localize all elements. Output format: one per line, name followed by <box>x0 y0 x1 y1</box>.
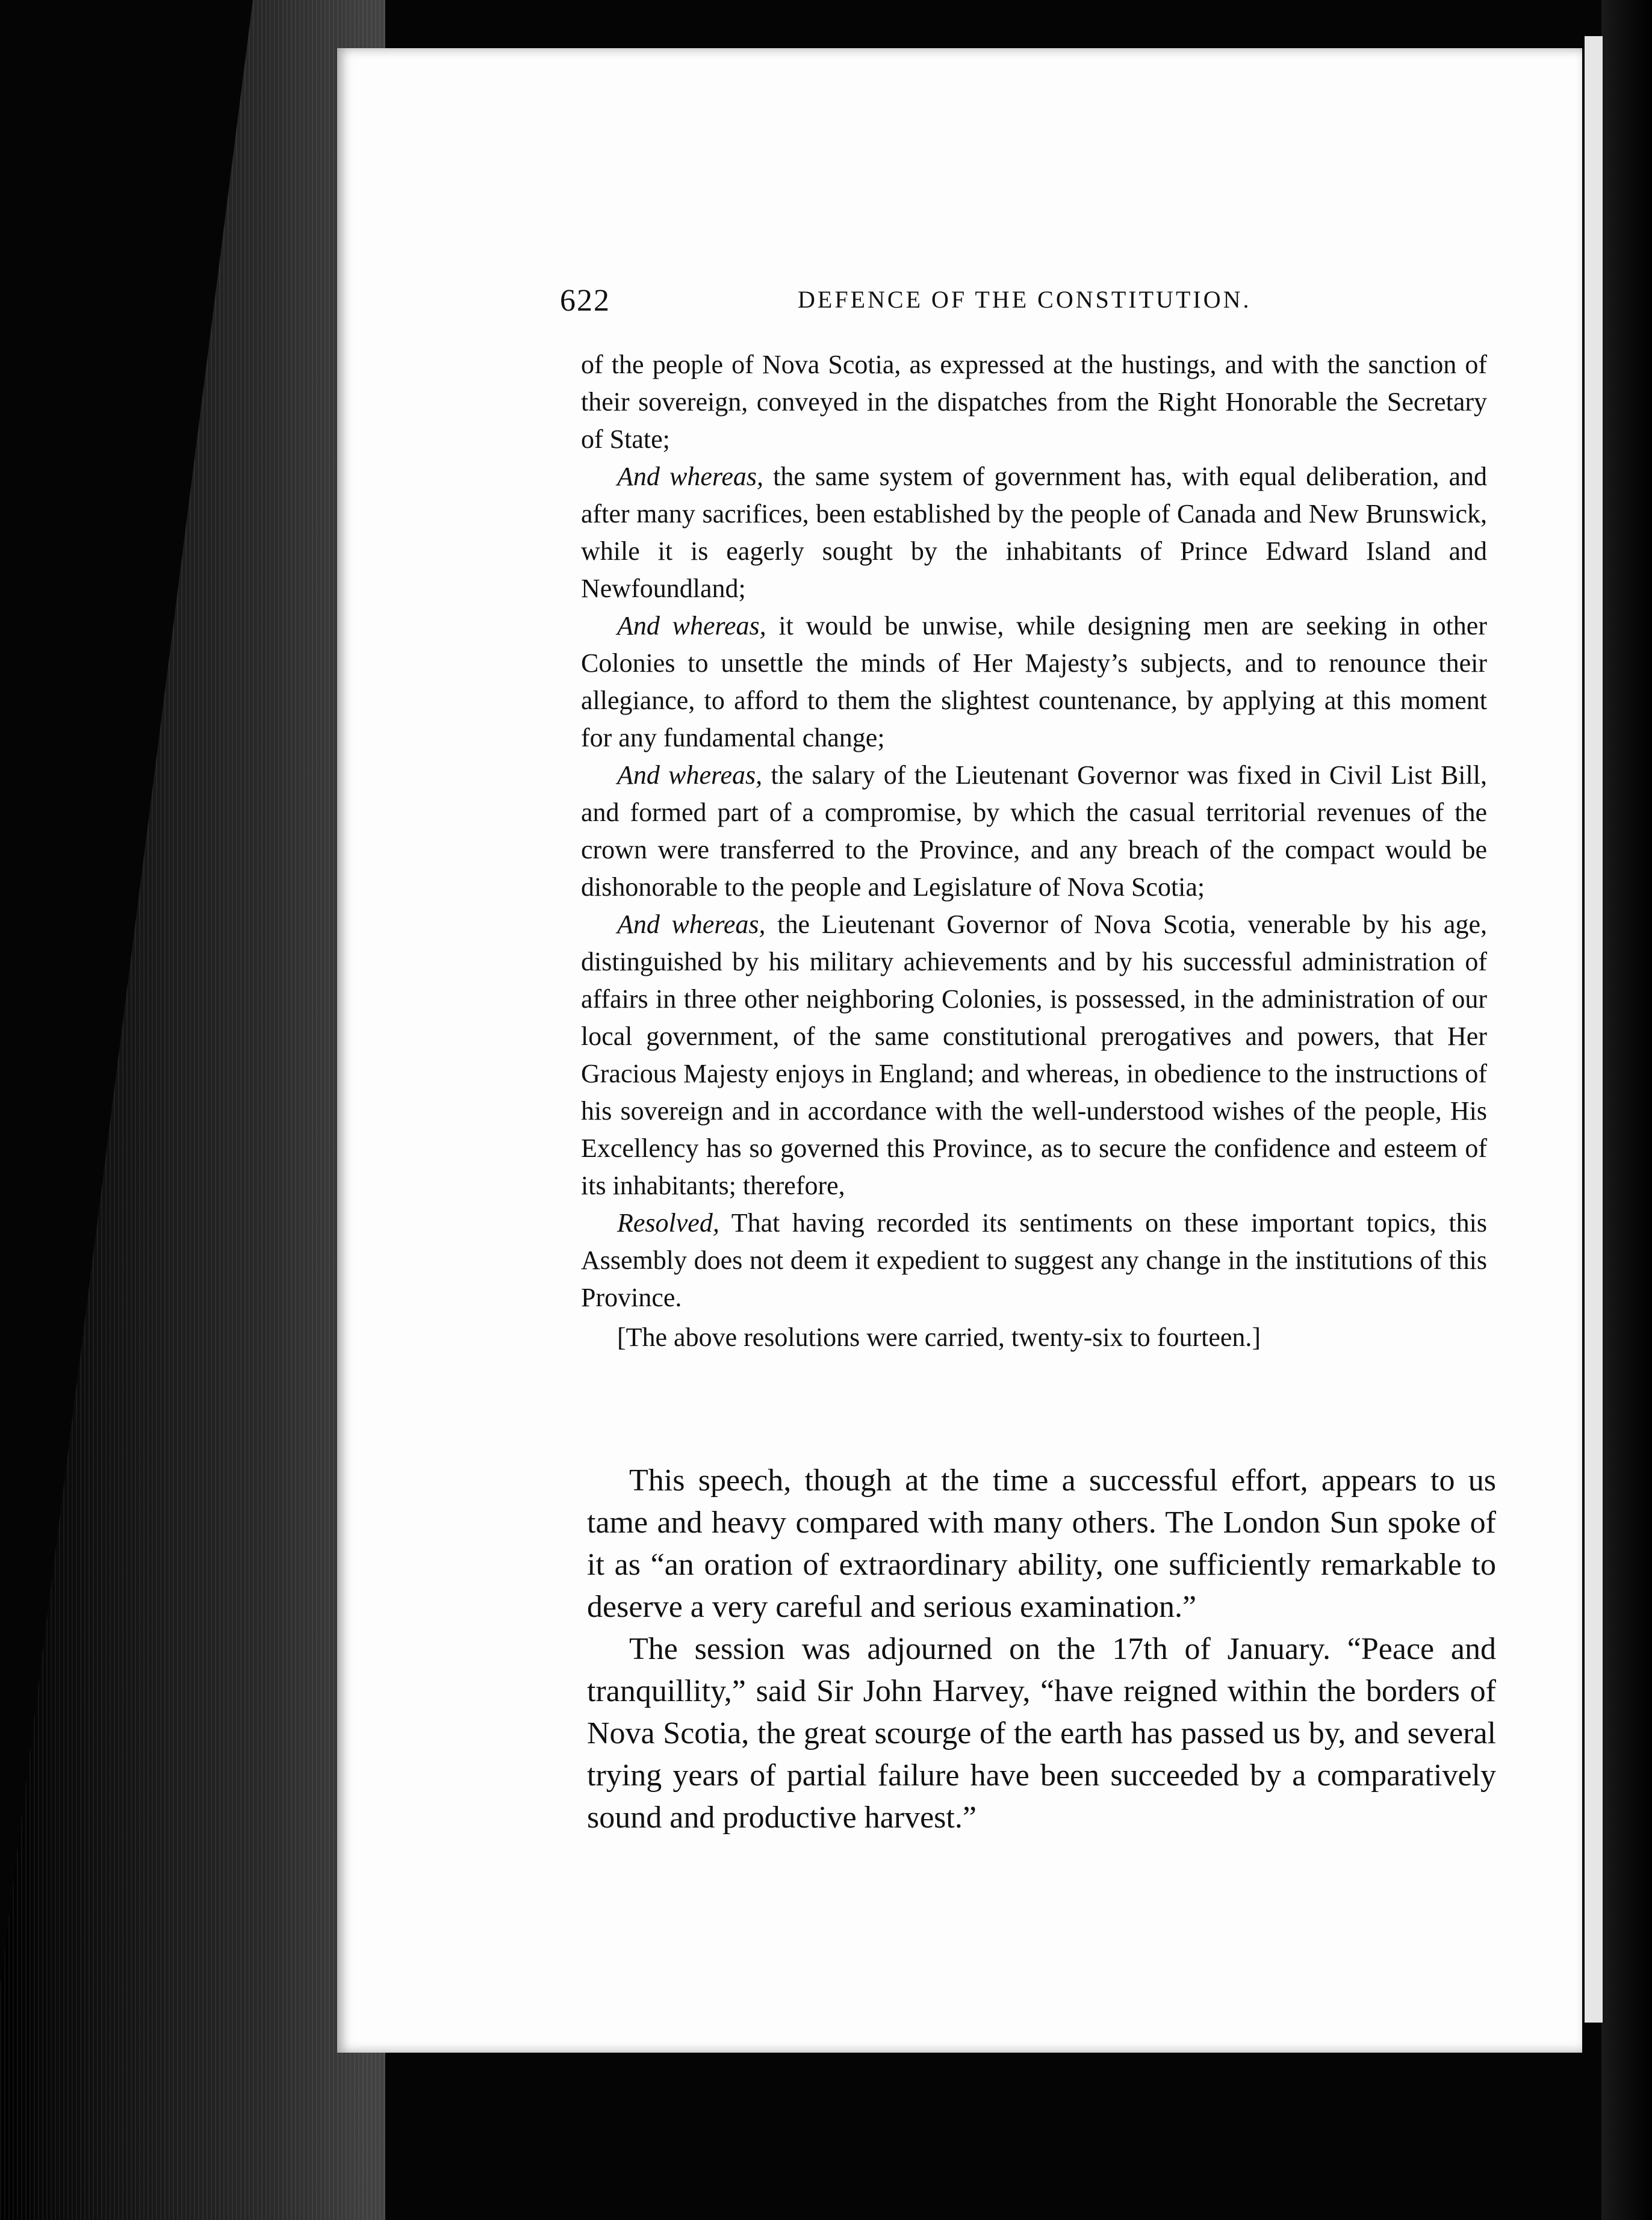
resolution-lead: And whereas, <box>617 910 766 939</box>
book-right-shadow <box>1601 0 1652 2220</box>
resolution-text: the Lieutenant Governor of Nova Scotia, venerable by his age, distinguished by his military achievements and by his successful administration of affairs in three other neighboring Colonies, is possessed, in the administration of our local government, of the same constitutional prerogatives and powers, that Her Gracious Majesty enjoys in England; and whereas, in obedience to the instructions of his sovereign and in accordance with the well-understood wishes of the people, His Excellency has so governed this Province, as to secure the confidence and esteem of its inhabitants; therefore, <box>581 910 1487 1200</box>
next-page-edge <box>1585 36 1603 2023</box>
vote-note: [The above resolutions were carried, twenty-six to fourteen.] <box>617 1322 1261 1352</box>
resolution-lead: Resolved, <box>617 1208 719 1238</box>
resolution-paragraph <box>581 906 1487 1205</box>
narrative-block <box>587 1460 1496 1839</box>
resolution-lead: And whereas, <box>617 760 763 790</box>
resolution-text: it would be unwise, while designing men are seeking in other Colonies to unsettle the minds of Her Majesty’s subjects, and to renounce their allegiance, to afford to them the slightest countenance, by applying at this moment for any fundamental change; <box>581 611 1487 752</box>
resolution-text: of the people of Nova Scotia, as expressed at the hustings, and with the sanction of their sovereign, conveyed in the dispatches from the Right Honorable the Secretary of State; <box>581 350 1487 454</box>
resolution-paragraph <box>581 458 1487 607</box>
page-number: 622 <box>560 284 610 318</box>
resolution-paragraph <box>581 757 1487 906</box>
resolution-paragraph <box>581 607 1487 757</box>
resolution-text: That having recorded its sentiments on these important topics, this Assembly does not deem it expedient to suggest any change in the institutions of this Province. <box>581 1208 1487 1312</box>
resolution-paragraph <box>581 346 1487 458</box>
page-header <box>560 283 1493 325</box>
page-edges-texture <box>0 0 385 2220</box>
narrative-paragraph: This speech, though at the time a successful effort, appears to us tame and heavy compared with many others. The London Sun spoke of it as “an oration of extraordinary ability, one sufficiently remarkable to deserve a very careful and serious examination.” <box>587 1463 1496 1624</box>
narrative-paragraph: The session was adjourned on the 17th of January. “Peace and tranquillity,” said Sir John Harvey, “have reigned within the borders of Nova Scotia, the great scourge of the earth has passed us by, and several trying years of partial failure have been succeeded by a comparatively sound and productive harvest.” <box>587 1632 1496 1835</box>
resolution-paragraph <box>581 1205 1487 1316</box>
resolution-lead: And whereas, <box>617 462 763 491</box>
resolution-text: the salary of the Lieutenant Governor was fixed in Civil List Bill, and formed part of a compromise, by which the casual territorial revenues of the crown were transferred to the Province, and any breach of the compact would be dishonorable to the people and Legislature of Nova Scotia; <box>581 760 1487 902</box>
resolution-lead: And whereas, <box>617 611 766 640</box>
resolution-text: the same system of government has, with equal deliberation, and after many sacrifices, been established by the people of Canada and New Brunswick, while it is eagerly sought by the inhabitants of Prince Edward Island and Newfoundland; <box>581 462 1487 603</box>
resolutions-block <box>581 346 1487 1356</box>
running-head: DEFENCE OF THE CONSTITUTION. <box>798 286 1252 313</box>
